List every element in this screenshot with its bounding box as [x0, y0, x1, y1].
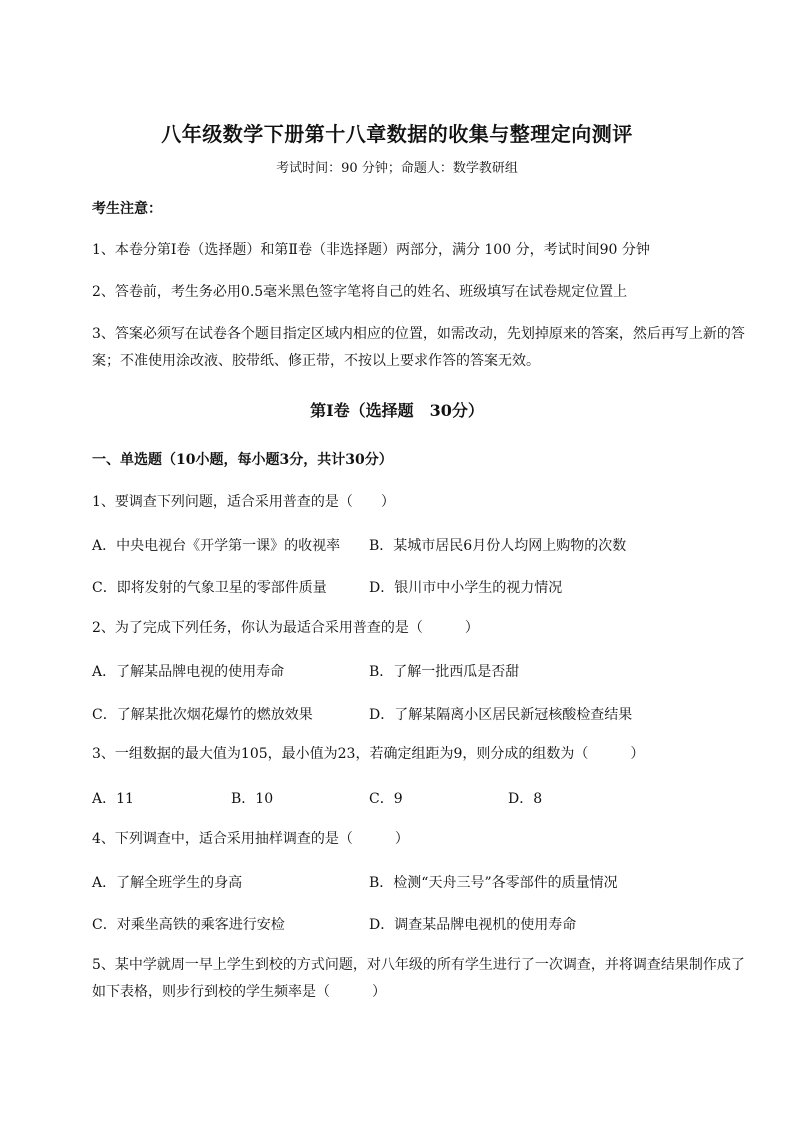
part-heading: 一、单选题（10小题，每小题3分，共计30分）	[92, 452, 393, 468]
question-1-option-a: A．中央电视台《开学第一课》的收视率	[92, 538, 341, 554]
question-1-option-b: B．某城市居民6月份人均网上购物的次数	[369, 538, 627, 554]
notice-item-2: 2、答卷前，考生务必用0.5毫米黑色签字笔将自己的姓名、班级填写在试卷规定位置上	[92, 284, 628, 300]
notice-heading: 考生注意：	[92, 201, 162, 217]
question-1-option-c: C．即将发射的气象卫星的零部件质量	[92, 580, 327, 596]
exam-info: 考试时间：90 分钟；命题人：数学教研组	[276, 161, 518, 176]
question-2-stem: 2、为了完成下列任务，你认为最适合采用普查的是（ ）	[92, 620, 479, 636]
question-3-stem: 3、一组数据的最大值为105，最小值为23，若确定组距为9，则分成的组数为（ ）	[92, 746, 645, 762]
question-4-option-b: B．检测“天舟三号”各零部件的质量情况	[369, 875, 618, 891]
page-title: 八年级数学下册第十八章数据的收集与整理定向测评	[161, 122, 633, 146]
section-title: 第Ⅰ卷（选择题 30分）	[310, 401, 484, 420]
notice-item-1: 1、本卷分第Ⅰ卷（选择题）和第Ⅱ卷（非选择题）两部分，满分 100 分，考试时间90 分钟	[92, 242, 650, 258]
question-3-option-a: A．11	[92, 791, 134, 807]
question-2-option-c: C．了解某批次烟花爆竹的燃放效果	[92, 707, 313, 723]
question-4-stem: 4、下列调查中，适合采用抽样调查的是（ ）	[92, 831, 409, 847]
question-3-option-b: B．10	[231, 791, 274, 807]
notice-item-3: 3、答案必须写在试卷各个题目指定区域内相应的位置，如需改动，先划掉原来的答案，然后再写上新的答案；不准使用涂改液、胶带纸、修正带，不按以上要求作答的答案无效。	[92, 326, 745, 369]
question-3-option-d: D．8	[508, 791, 543, 807]
question-4-option-a: A．了解全班学生的身高	[92, 875, 243, 891]
question-4-option-c: C．对乘坐高铁的乘客进行安检	[92, 917, 285, 933]
question-1-stem: 1、要调查下列问题，适合采用普查的是（ ）	[92, 494, 395, 510]
question-4-option-d: D．调查某品牌电视机的使用寿命	[369, 917, 577, 933]
question-5-stem: 5、某中学就周一早上学生到校的方式问题，对八年级的所有学生进行了一次调查，并将调查结果制作成了如下表格，则步行到校的学生频率是（ ）	[92, 957, 745, 1000]
question-1-option-d: D．银川市中小学生的视力情况	[369, 580, 563, 596]
question-2-option-b: B．了解一批西瓜是否甜	[369, 664, 520, 680]
question-2-option-d: D．了解某隔离小区居民新冠核酸检查结果	[369, 707, 633, 723]
question-3-option-c: C．9	[369, 791, 403, 807]
question-2-option-a: A．了解某品牌电视的使用寿命	[92, 664, 285, 680]
